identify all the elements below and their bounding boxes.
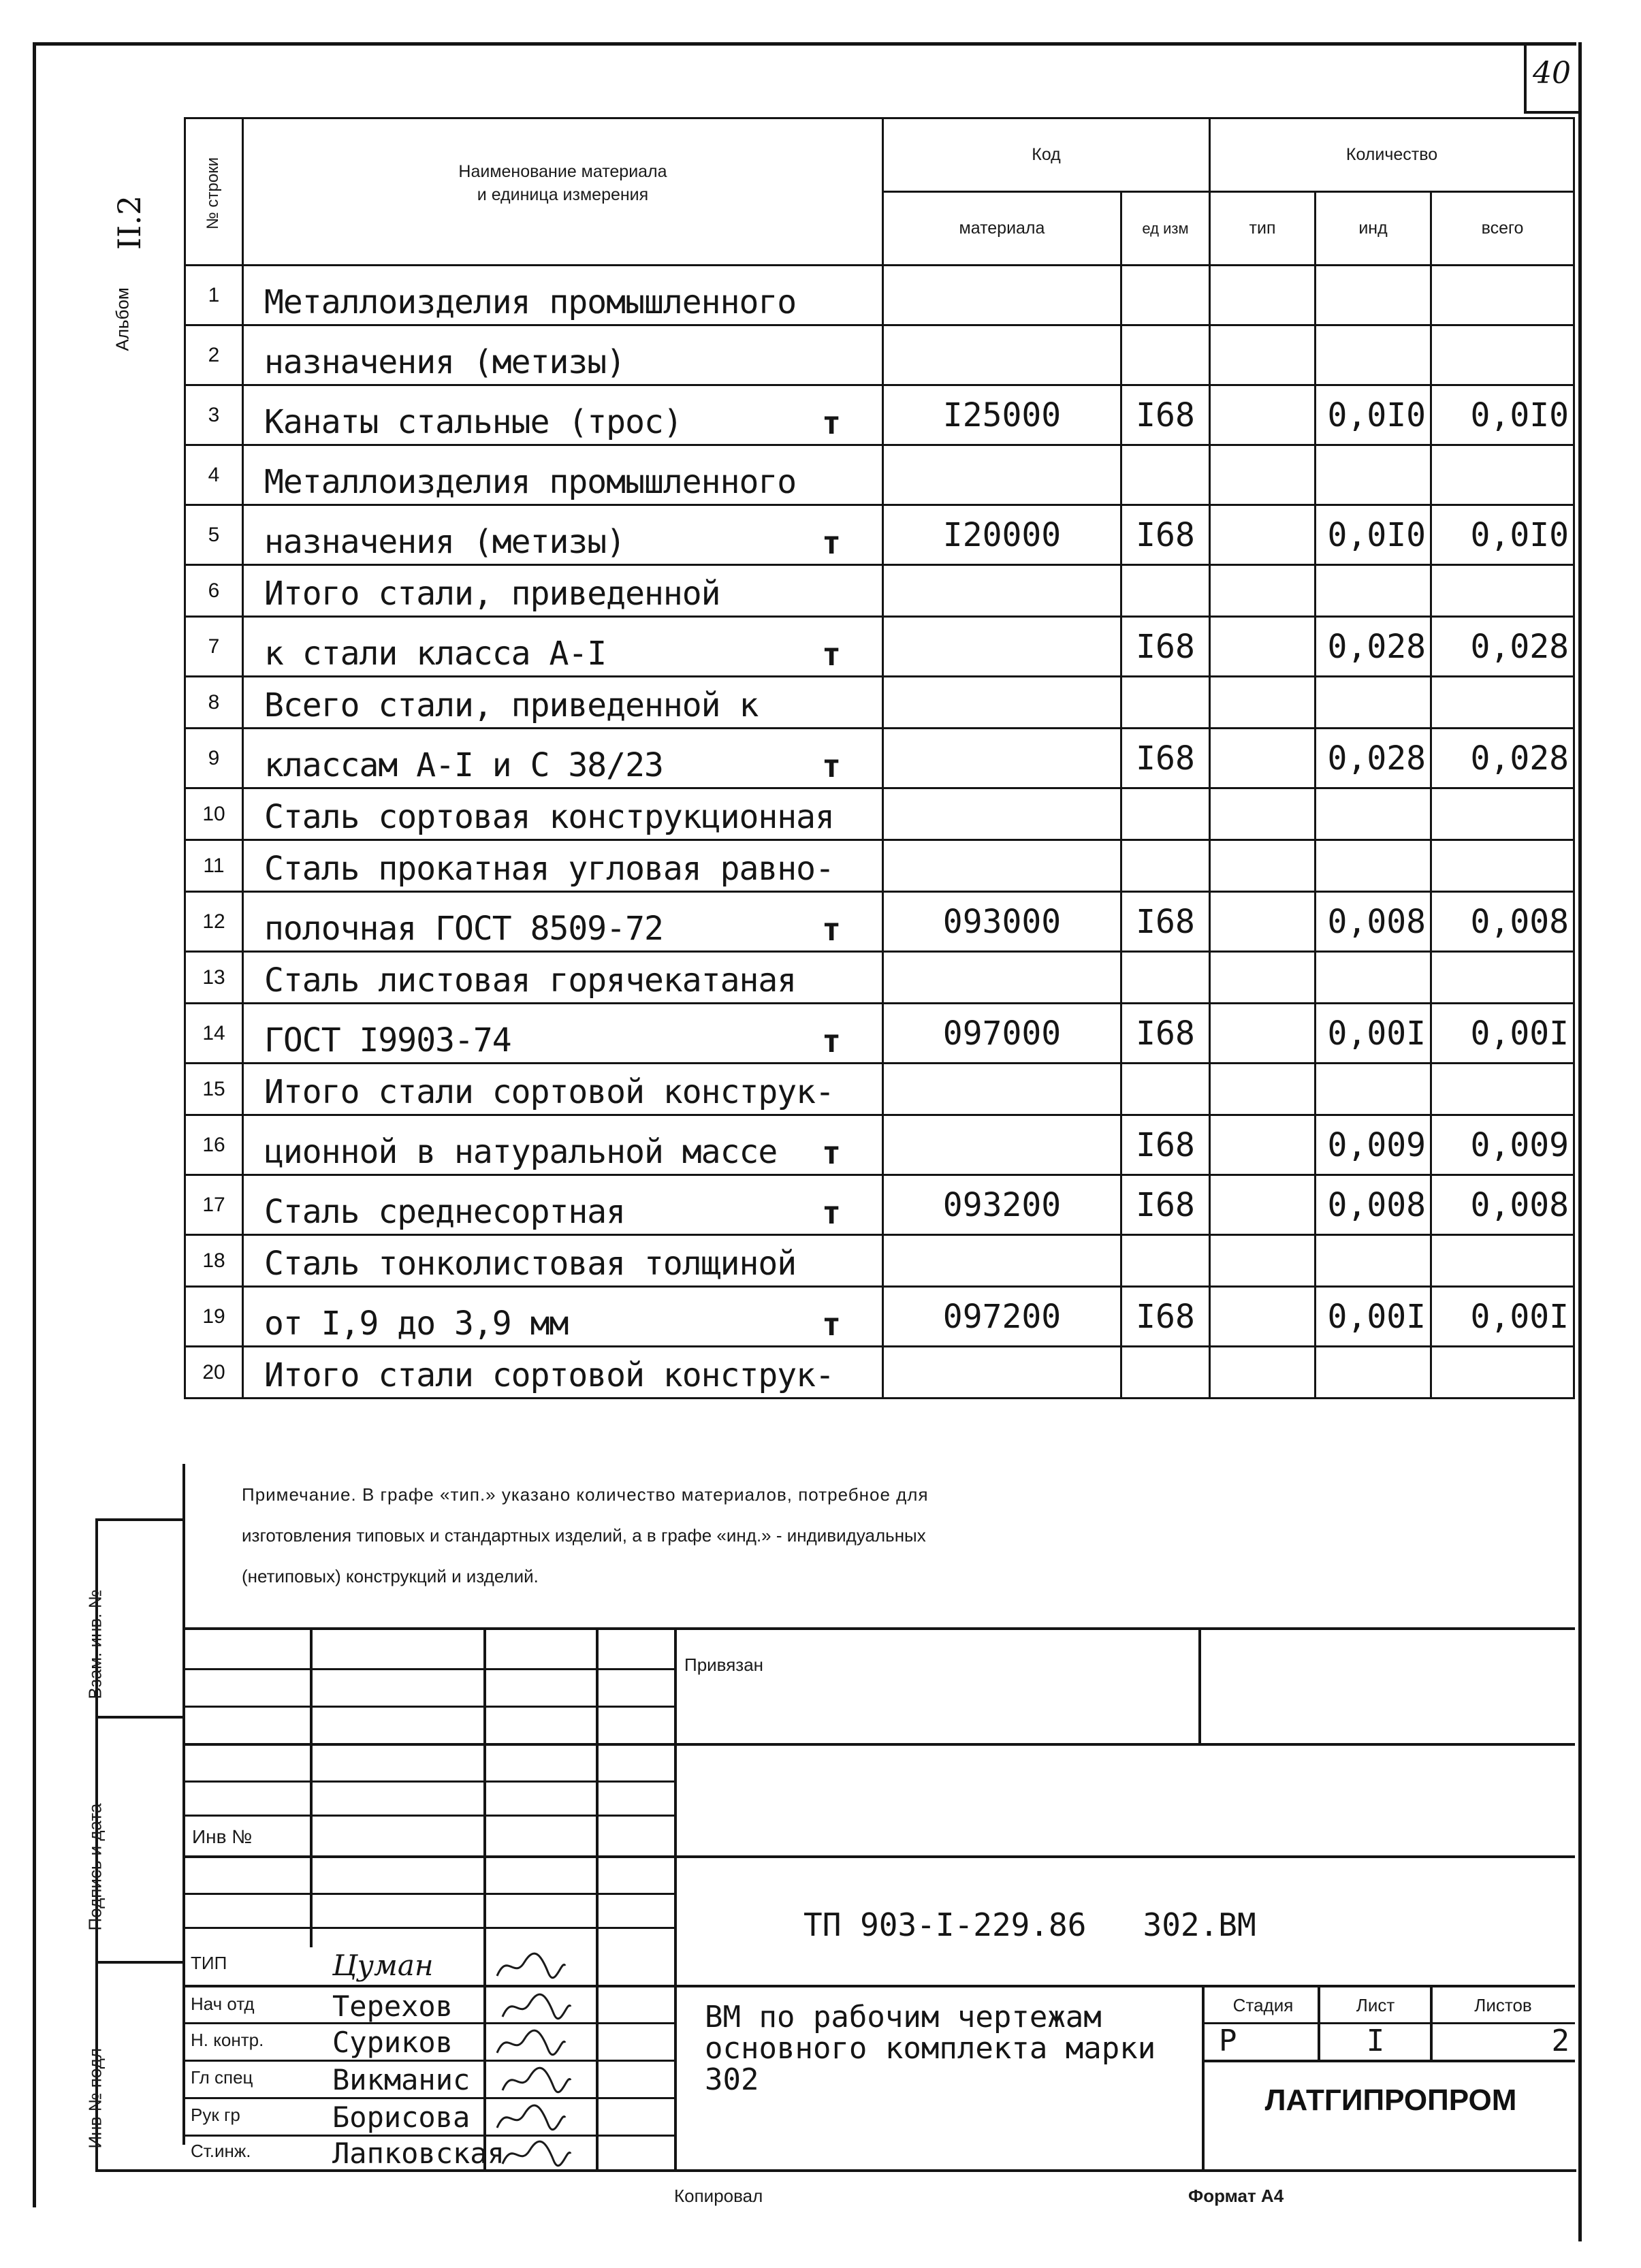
row-number: 4 [185, 445, 243, 505]
unit-code [1121, 1235, 1210, 1287]
material-code: I25000 [883, 385, 1121, 445]
stamp-line-h6 [184, 1855, 1575, 1858]
table-row [185, 445, 1574, 505]
note-bottom-line [184, 1627, 1575, 1630]
qty-ind [1316, 1064, 1431, 1115]
unit-code [1121, 1064, 1210, 1115]
table-row [185, 1004, 1574, 1064]
row-name-cell [243, 565, 883, 617]
qty-total: 0,008 [1431, 892, 1574, 952]
table-row [185, 565, 1574, 617]
qty-typ [1210, 1115, 1316, 1175]
row-name-cell [243, 505, 883, 565]
note-line-2: изготовления типовых и стандартных изделий, а в графе «инд.» - индивидуальных [242, 1525, 926, 1546]
qty-ind: 0,0I0 [1316, 505, 1431, 565]
qty-typ [1210, 1235, 1316, 1287]
stamp-line-bottom [95, 2169, 1576, 2172]
material-name: от I,9 до 3,9 мм [264, 1305, 569, 1343]
note-line-1: Примечание. В графе «тип.» указано количество материалов, потребное для [242, 1484, 929, 1505]
label-podpis-data: Подпись и дата [84, 1803, 106, 1931]
row-name-cell [243, 788, 883, 840]
material-name: Сталь среднесортная [264, 1193, 626, 1231]
row-number: 19 [185, 1287, 243, 1347]
row-name-cell [243, 385, 883, 445]
row-name-cell [243, 1235, 883, 1287]
table-row [185, 788, 1574, 840]
row-name-cell [243, 1115, 883, 1175]
sheets-value: 2 [1551, 2024, 1570, 2058]
signature-name: Суриков [332, 2026, 453, 2059]
material-code [883, 729, 1121, 788]
qty-typ [1210, 1347, 1316, 1399]
material-name: Итого стали сортовой конструк- [264, 1356, 834, 1394]
unit-code: I68 [1121, 385, 1210, 445]
handwritten-signature [499, 2137, 574, 2172]
stage-block-v1 [1318, 1985, 1320, 2061]
stage-block-h2 [1202, 2060, 1575, 2062]
album-label: Альбом [112, 287, 133, 351]
material-code [883, 1064, 1121, 1115]
pagebox-bottom [1524, 111, 1580, 114]
stamp-line-h7 [184, 1893, 674, 1895]
header-quantity: Количество [1210, 118, 1574, 192]
qty-ind: 0,00I [1316, 1287, 1431, 1347]
signature-role: Гл спец [191, 2067, 253, 2088]
sheet-label: Лист [1356, 1995, 1395, 2015]
side-strip-h3 [95, 1961, 184, 1964]
qty-typ [1210, 892, 1316, 952]
row-number: 17 [185, 1175, 243, 1235]
note-left-line [182, 1464, 185, 2145]
qty-typ [1210, 445, 1316, 505]
row-name-cell [243, 266, 883, 325]
material-name: Сталь листовая горячекатаная [264, 961, 797, 1000]
material-code: 093200 [883, 1175, 1121, 1235]
row-name-cell [243, 677, 883, 729]
unit-code [1121, 266, 1210, 325]
row-name-cell [243, 1287, 883, 1347]
material-name: ционной в натуральной массе [264, 1133, 778, 1171]
unit-code [1121, 677, 1210, 729]
row-number: 11 [185, 840, 243, 892]
material-code [883, 617, 1121, 677]
unit-code: I68 [1121, 892, 1210, 952]
stage-block-v2 [1430, 1985, 1433, 2061]
footer-copied: Копировал [674, 2186, 763, 2206]
qty-typ [1210, 788, 1316, 840]
row-number: 7 [185, 617, 243, 677]
materials-table-body [185, 266, 1574, 1399]
table-row [185, 1287, 1574, 1347]
qty-typ [1210, 565, 1316, 617]
material-unit: т [822, 636, 841, 673]
qty-ind: 0,0I0 [1316, 385, 1431, 445]
stamp-line-h9 [184, 1985, 1575, 1987]
material-name: Металлоизделия промышленного [264, 283, 797, 321]
signature-name: Цуман [332, 1949, 434, 1982]
row-name-cell [243, 1004, 883, 1064]
unit-code [1121, 1347, 1210, 1399]
row-name-cell [243, 1175, 883, 1235]
unit-code [1121, 565, 1210, 617]
qty-ind: 0,028 [1316, 617, 1431, 677]
qty-total [1431, 1347, 1574, 1399]
header-name: Наименование материала и единица измерения [243, 118, 883, 266]
material-code [883, 1115, 1121, 1175]
qty-ind [1316, 266, 1431, 325]
material-unit: т [822, 404, 841, 441]
table-row [185, 952, 1574, 1004]
qty-ind: 0,009 [1316, 1115, 1431, 1175]
sheet-value: I [1366, 2024, 1385, 2058]
qty-typ [1210, 617, 1316, 677]
material-code [883, 266, 1121, 325]
row-number: 1 [185, 266, 243, 325]
row-name-cell [243, 445, 883, 505]
frame-left [33, 42, 36, 2207]
material-name: назначения (метизы) [264, 343, 626, 381]
material-code [883, 788, 1121, 840]
signature-name: Викманис [332, 2063, 471, 2096]
signature-role: Рук гр [191, 2105, 240, 2125]
row-number: 6 [185, 565, 243, 617]
material-name: Сталь тонколистовая толщиной [264, 1245, 797, 1283]
qty-ind [1316, 1235, 1431, 1287]
material-name: Металлоизделия промышленного [264, 463, 797, 501]
header-code: Код [883, 118, 1210, 192]
stamp-line-v4 [674, 1627, 677, 2172]
material-code [883, 952, 1121, 1004]
table-row [185, 505, 1574, 565]
unit-code [1121, 788, 1210, 840]
stamp-line-h4 [184, 1780, 674, 1783]
signature-role: Нач отд [191, 1994, 255, 2014]
qty-typ [1210, 1064, 1316, 1115]
qty-total: 0,009 [1431, 1115, 1574, 1175]
stamp-line-h1 [184, 1668, 674, 1670]
material-code [883, 565, 1121, 617]
frame-right [1578, 42, 1582, 2241]
qty-total [1431, 445, 1574, 505]
material-code: I20000 [883, 505, 1121, 565]
table-row [185, 325, 1574, 385]
row-number: 14 [185, 1004, 243, 1064]
stage-label: Стадия [1232, 1995, 1294, 2015]
signature-name: Терехов [332, 1990, 453, 2023]
qty-ind: 0,008 [1316, 892, 1431, 952]
material-unit: т [822, 1023, 841, 1059]
qty-typ [1210, 677, 1316, 729]
signature-role: Н. контр. [191, 2030, 264, 2050]
qty-ind [1316, 952, 1431, 1004]
qty-typ [1210, 840, 1316, 892]
table-row [185, 1175, 1574, 1235]
qty-typ [1210, 952, 1316, 1004]
row-number: 13 [185, 952, 243, 1004]
stamp-line-h12 [184, 2097, 674, 2099]
unit-code: I68 [1121, 729, 1210, 788]
label-vzam-inv: Взам. инв. № [84, 1589, 106, 1699]
row-name-cell [243, 1347, 883, 1399]
stamp-line-h11 [184, 2060, 674, 2062]
label-inv-podl: Инв № подл [84, 2047, 106, 2149]
qty-ind: 0,008 [1316, 1175, 1431, 1235]
document-code: ТП 903-I-229.86 302.ВМ [803, 1906, 1256, 1943]
material-name: Итого стали сортовой конструк- [264, 1073, 834, 1111]
qty-total [1431, 840, 1574, 892]
frame-top [34, 42, 1576, 46]
signature-name: Борисова [332, 2101, 471, 2134]
unit-code: I68 [1121, 1115, 1210, 1175]
qty-total: 0,00I [1431, 1287, 1574, 1347]
qty-ind [1316, 445, 1431, 505]
sheets-label: Листов [1474, 1995, 1532, 2015]
material-name: полочная ГОСТ 8509-72 [264, 910, 663, 948]
stamp-line-h5 [184, 1815, 674, 1817]
inv-no-label: Инв № [192, 1826, 253, 1847]
header-code-material: материала [883, 192, 1121, 266]
unit-code: I68 [1121, 1175, 1210, 1235]
row-number: 15 [185, 1064, 243, 1115]
handwritten-signature [494, 2101, 569, 2136]
qty-ind: 0,00I [1316, 1004, 1431, 1064]
row-name-cell [243, 325, 883, 385]
material-unit: т [822, 748, 841, 784]
table-row [185, 266, 1574, 325]
material-code [883, 1235, 1121, 1287]
row-name-cell [243, 840, 883, 892]
qty-typ [1210, 266, 1316, 325]
document-title: ВМ по рабочим чертежам основного комплекта марки 302 [705, 2000, 1156, 2097]
material-name: Канаты стальные (трос) [264, 403, 682, 441]
header-qty-typ: тип [1210, 192, 1316, 266]
pagebox-left [1524, 42, 1527, 114]
qty-typ [1210, 385, 1316, 445]
qty-typ [1210, 505, 1316, 565]
unit-code: I68 [1121, 1287, 1210, 1347]
material-name: к стали класса А-I [264, 635, 607, 673]
material-code [883, 677, 1121, 729]
unit-code: I68 [1121, 1004, 1210, 1064]
qty-ind [1316, 565, 1431, 617]
material-code: 097200 [883, 1287, 1121, 1347]
qty-total [1431, 1235, 1574, 1287]
qty-typ [1210, 729, 1316, 788]
privyazan-label: Привязан [684, 1655, 764, 1675]
handwritten-signature [499, 2063, 574, 2098]
material-unit: т [822, 1134, 841, 1171]
handwritten-signature [494, 2026, 569, 2061]
footer-format: Формат А4 [1188, 2186, 1284, 2206]
material-name: Сталь прокатная угловая равно- [264, 850, 834, 888]
material-code [883, 1347, 1121, 1399]
side-strip-h2 [95, 1716, 184, 1719]
material-name: Всего стали, приведенной к [264, 686, 759, 724]
qty-typ [1210, 1287, 1316, 1347]
qty-ind [1316, 1347, 1431, 1399]
unit-code: I68 [1121, 617, 1210, 677]
table-row [185, 840, 1574, 892]
row-name-cell [243, 1064, 883, 1115]
stamp-line-v3 [596, 1627, 599, 2172]
material-unit: т [822, 524, 841, 561]
row-number: 18 [185, 1235, 243, 1287]
stamp-line-h8 [184, 1927, 674, 1929]
qty-total [1431, 266, 1574, 325]
qty-total [1431, 325, 1574, 385]
table-row [185, 385, 1574, 445]
material-unit: т [822, 1306, 841, 1343]
qty-ind [1316, 325, 1431, 385]
table-row [185, 1064, 1574, 1115]
row-name-cell [243, 952, 883, 1004]
unit-code [1121, 840, 1210, 892]
stage-block-left [1202, 1985, 1205, 2172]
material-name: ГОСТ I9903-74 [264, 1021, 511, 1059]
unit-code [1121, 445, 1210, 505]
table-row [185, 677, 1574, 729]
qty-ind [1316, 840, 1431, 892]
qty-total: 0,028 [1431, 729, 1574, 788]
row-number: 16 [185, 1115, 243, 1175]
unit-code [1121, 325, 1210, 385]
qty-total [1431, 1064, 1574, 1115]
stamp-line-h3 [184, 1743, 1575, 1746]
row-number: 3 [185, 385, 243, 445]
qty-total [1431, 952, 1574, 1004]
header-qty-ind: инд [1316, 192, 1431, 266]
unit-code [1121, 952, 1210, 1004]
material-name: Итого стали, приведенной [264, 575, 720, 613]
material-unit: т [822, 1194, 841, 1231]
stage-value: Р [1219, 2024, 1237, 2058]
qty-total [1431, 677, 1574, 729]
material-code: 097000 [883, 1004, 1121, 1064]
material-code: 093000 [883, 892, 1121, 952]
qty-ind: 0,028 [1316, 729, 1431, 788]
signature-name: Лапковская [332, 2137, 505, 2170]
row-name-cell [243, 617, 883, 677]
stamp-line-v1 [310, 1627, 313, 1947]
row-number: 12 [185, 892, 243, 952]
album-number: II.2 [111, 195, 148, 250]
qty-total: 0,00I [1431, 1004, 1574, 1064]
table-row [185, 617, 1574, 677]
qty-total: 0,0I0 [1431, 505, 1574, 565]
handwritten-signature [494, 1949, 569, 1984]
qty-typ [1210, 1004, 1316, 1064]
material-name: назначения (метизы) [264, 523, 626, 561]
header-qty-total: всего [1431, 192, 1574, 266]
material-unit: т [822, 911, 841, 948]
note-line-3: (нетиповых) конструкций и изделий. [242, 1566, 539, 1586]
organization-name: ЛАТГИПРОПРОМ [1264, 2083, 1517, 2117]
qty-total: 0,0I0 [1431, 385, 1574, 445]
row-number: 20 [185, 1347, 243, 1399]
qty-typ [1210, 325, 1316, 385]
signature-role: ТИП [191, 1953, 227, 1973]
qty-total: 0,028 [1431, 617, 1574, 677]
page-number: 40 [1533, 56, 1571, 91]
table-row [185, 892, 1574, 952]
signature-role: Ст.инж. [191, 2141, 251, 2161]
materials-table [184, 117, 1575, 1399]
qty-total: 0,008 [1431, 1175, 1574, 1235]
row-name-cell [243, 729, 883, 788]
table-row [185, 1115, 1574, 1175]
row-number: 2 [185, 325, 243, 385]
stamp-line-v2 [483, 1627, 486, 2172]
unit-code: I68 [1121, 505, 1210, 565]
qty-total [1431, 565, 1574, 617]
stamp-line-v5 [1198, 1627, 1201, 1743]
row-number: 5 [185, 505, 243, 565]
qty-ind [1316, 788, 1431, 840]
side-strip-h1 [95, 1518, 184, 1521]
row-number: 10 [185, 788, 243, 840]
table-row [185, 1347, 1574, 1399]
material-code [883, 840, 1121, 892]
material-code [883, 445, 1121, 505]
table-row [185, 729, 1574, 788]
stamp-line-h2 [184, 1706, 674, 1708]
row-number: 8 [185, 677, 243, 729]
handwritten-signature [499, 1990, 574, 2025]
material-name: Сталь сортовая конструкционная [264, 798, 834, 836]
header-code-unit: ед изм [1121, 192, 1210, 266]
qty-total [1431, 788, 1574, 840]
table-row [185, 1235, 1574, 1287]
header-row-no: № строки [185, 118, 243, 266]
material-name: классам А-I и С 38/23 [264, 746, 663, 784]
row-name-cell [243, 892, 883, 952]
qty-ind [1316, 677, 1431, 729]
material-code [883, 325, 1121, 385]
row-number: 9 [185, 729, 243, 788]
qty-typ [1210, 1175, 1316, 1235]
